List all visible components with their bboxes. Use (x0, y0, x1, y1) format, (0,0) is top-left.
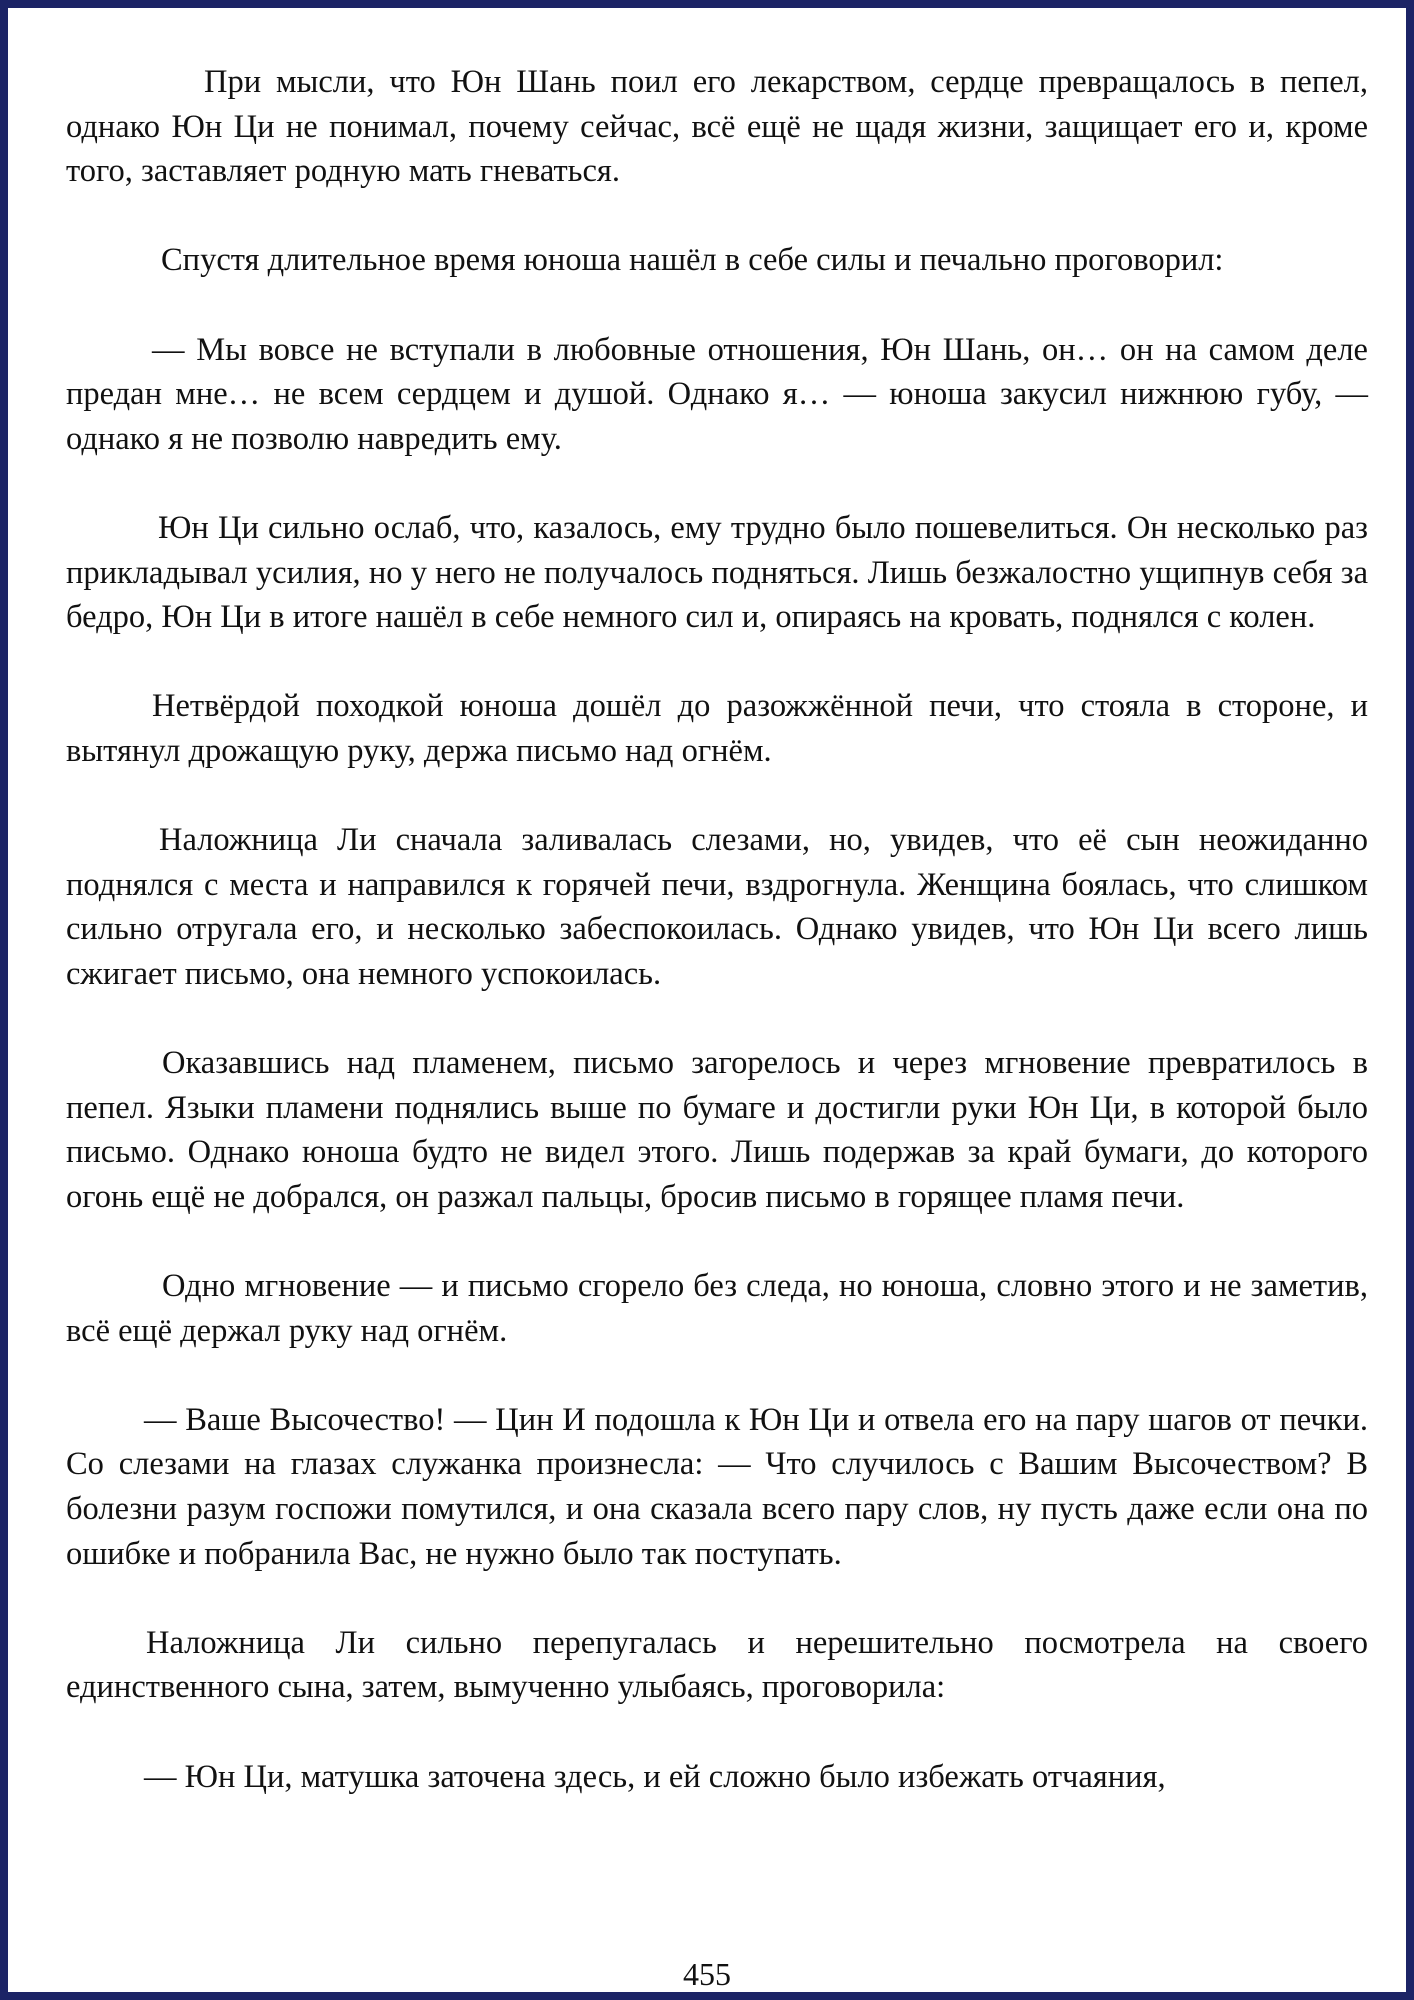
paragraph: Оказавшись над пламенем, письмо загорелось и через мгновение превратилось в пепел. Языки пламени поднялись выше по бумаге и достигли руки Юн Ци, в которой было письмо. Однако юноша будто не видел этого. Лишь подержав за край бумаги, до которого огонь ещё не добрался, он разжал пальцы, бросив письмо в горящее пламя печи. (66, 1045, 1368, 1215)
paragraph: — Мы вовсе не вступали в любовные отношения, Юн Шань, он… он на самом деле предан мне… не всем сердцем и душой. Однако я… — юноша закусил нижнюю губу, — однако я не позволю навредить ему. (66, 331, 1368, 457)
paragraph: При мысли, что Юн Шань поил его лекарством, сердце превращалось в пепел, однако Юн Ци не понимал, почему сейчас, всё ещё не щадя жизни, защищает его и, кроме того, заставляет родную мать гневаться. (66, 64, 1368, 190)
paragraph: Одно мгновение — и письмо сгорело без следа, но юноша, словно этого и не заметив, всё ещё держал руку над огнём. (66, 1268, 1368, 1349)
paragraph: Юн Ци сильно ослаб, что, казалось, ему трудно было пошевелиться. Он несколько раз прикладывал усилия, но у него не получалось подняться. Лишь безжалостно ущипнув себя за бедро, Юн Ци в итоге нашёл в себе немного сил и, опираясь на кровать, поднялся с колен. (66, 509, 1368, 636)
paragraph: — Юн Ци, матушка заточена здесь, и ей сложно было избежать отчаяния, (144, 1758, 1166, 1795)
paragraph: Нетвёрдой походкой юноша дошёл до разожжённой печи, что стояла в стороне, и вытянул дрожащую руку, держа письмо над огнём. (66, 688, 1368, 769)
page-text (66, 60, 1368, 1799)
paragraph: Спустя длительное время юноша нашёл в себе силы и печально проговорил: (161, 242, 1224, 279)
page-number: 455 (683, 1956, 731, 1992)
paragraph: Наложница Ли сильно перепугалась и нерешительно посмотрела на своего единственного сына, затем, вымученно улыбаясь, проговорила: (66, 1624, 1368, 1706)
paragraph: Наложница Ли сначала заливалась слезами, но, увидев, что её сын неожиданно поднялся с места и направился к горячей печи, вздрогнула. Женщина боялась, что слишком сильно отругала его, и несколько забеспокоилась. Однако увидев, что Юн Ци всего лишь сжигает письмо, она немного успокоилась. (66, 822, 1368, 992)
paragraph: — Ваше Высочество! — Цин И подошла к Юн Ци и отвела его на пару шагов от печки. Со слезами на глазах служанка произнесла: — Что случилось с Вашим Высочеством? В болезни разум госпожи помутился, и она сказала всего пару слов, ну пусть даже если она по ошибке и побранила Вас, не нужно было так поступать. (66, 1401, 1368, 1572)
